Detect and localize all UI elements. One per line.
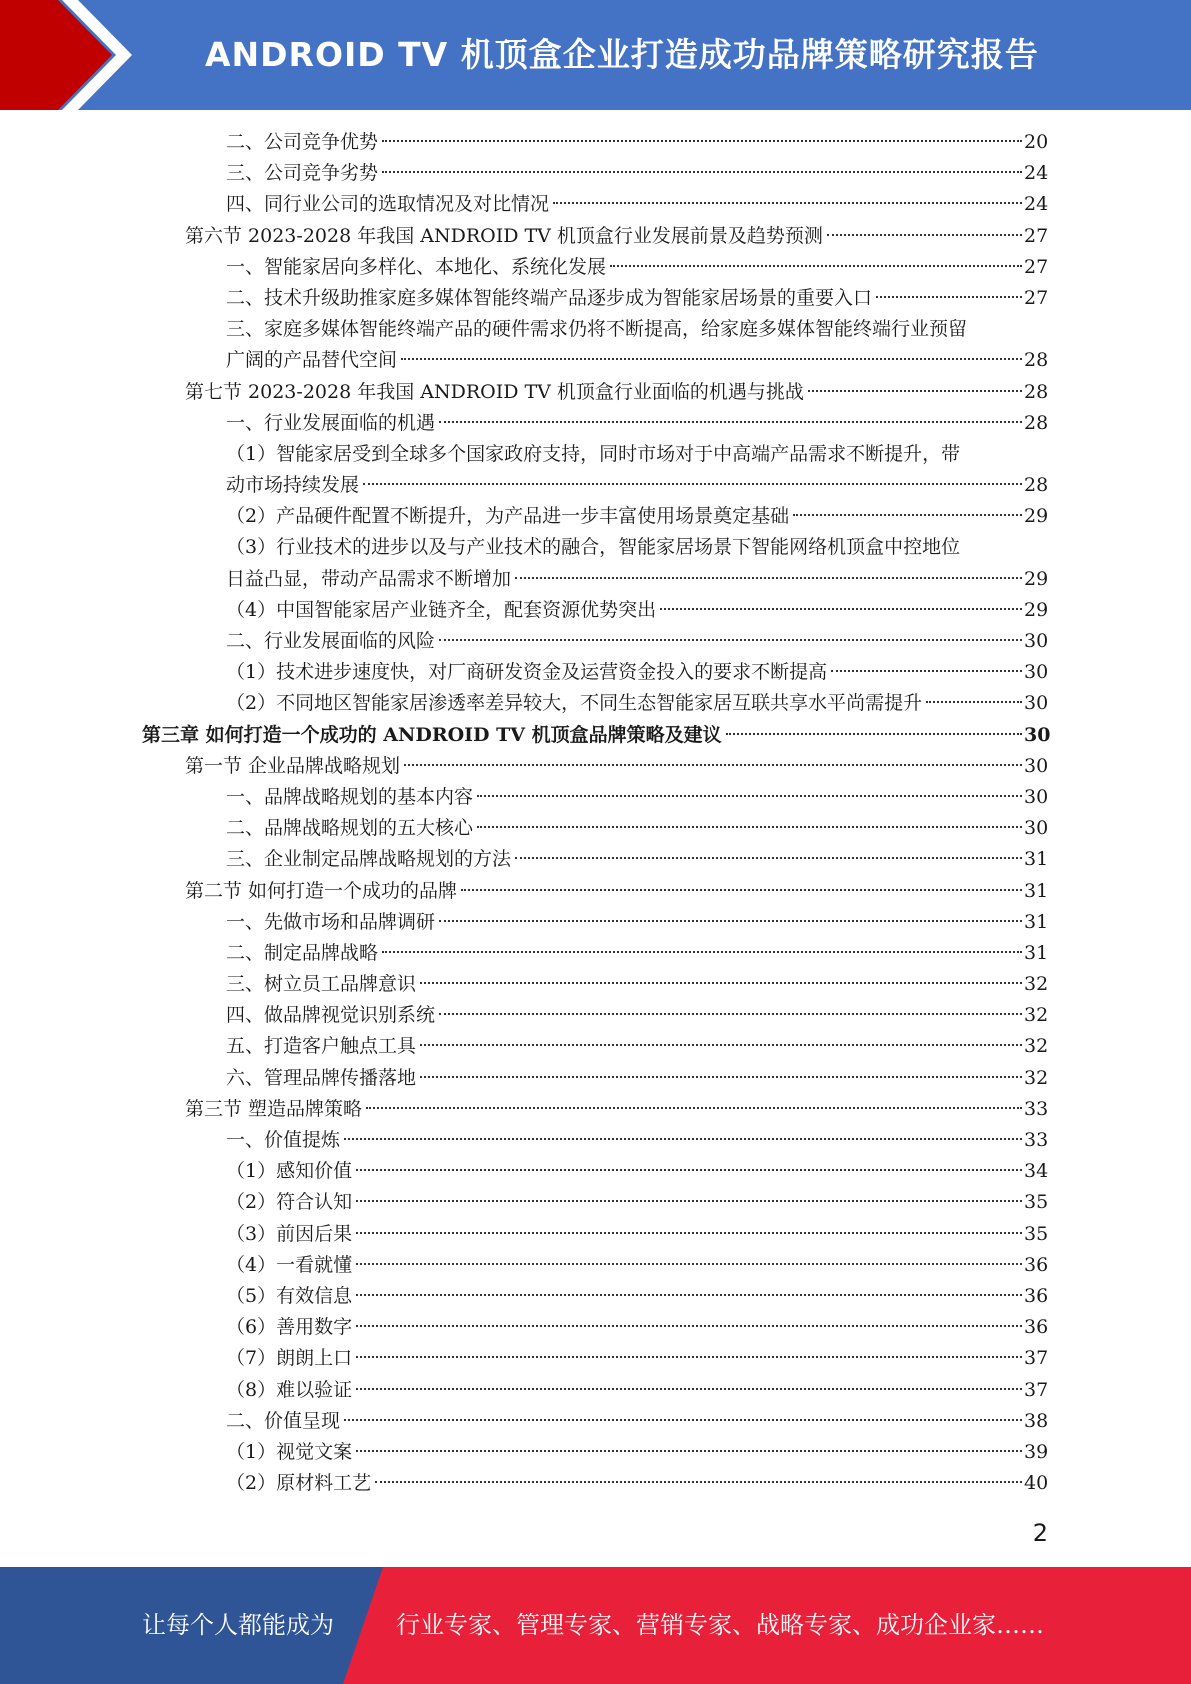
toc-entry[interactable] bbox=[0, 283, 1191, 314]
toc-dot-leader bbox=[477, 826, 1022, 828]
toc-dot-leader bbox=[363, 483, 1022, 485]
toc-entry-text: 二、行业发展面临的风险 bbox=[226, 630, 436, 652]
toc-entry-text: 二、品牌战略规划的五大核心 bbox=[226, 817, 474, 840]
toc-page-number: 27 bbox=[1024, 286, 1049, 309]
toc-page-number: 28 bbox=[1024, 474, 1049, 497]
toc-page-number: 34 bbox=[1024, 1160, 1049, 1183]
toc-page-number: 30 bbox=[1024, 723, 1051, 746]
toc-page-number: 36 bbox=[1024, 1284, 1049, 1307]
toc-page-number: 29 bbox=[1024, 505, 1049, 528]
toc-entry-continuation[interactable] bbox=[0, 345, 1191, 376]
toc-dot-leader bbox=[356, 1294, 1022, 1296]
toc-dot-leader bbox=[356, 1263, 1022, 1265]
toc-entry-text: 二、公司竞争优势 bbox=[226, 131, 379, 153]
toc-entry-text: （2）产品硬件配置不断提升，为产品进一步丰富使用场景奠定基础 bbox=[226, 505, 790, 528]
toc-page-number: 35 bbox=[1024, 1222, 1049, 1245]
toc-page-number: 24 bbox=[1024, 162, 1049, 185]
footer-slogan-right: 行业专家、管理专家、营销专家、战略专家、成功企业家…… bbox=[396, 1611, 1044, 1639]
toc-entry-text: 广阔的产品替代空间 bbox=[226, 349, 398, 372]
toc-page-number: 30 bbox=[1024, 692, 1049, 715]
toc-page-number: 29 bbox=[1024, 567, 1049, 590]
toc-entry-text: 五、打造客户触点工具 bbox=[226, 1035, 417, 1058]
toc-page-number: 32 bbox=[1024, 1004, 1049, 1027]
toc-entry-text: 第三节 塑造品牌策略 bbox=[185, 1097, 363, 1120]
toc-entry-text: 日益凸显，带动产品需求不断增加 bbox=[226, 567, 512, 590]
toc-page-number: 28 bbox=[1024, 411, 1049, 434]
toc-entry-text: （2）原材料工艺 bbox=[226, 1472, 372, 1495]
toc-entry[interactable] bbox=[0, 876, 1191, 907]
toc-page-number: 31 bbox=[1024, 848, 1049, 871]
toc-page-number: 28 bbox=[1024, 349, 1049, 372]
toc-dot-leader bbox=[477, 795, 1022, 797]
toc-dot-leader bbox=[808, 390, 1022, 392]
toc-entry[interactable] bbox=[0, 969, 1191, 1000]
toc-dot-leader bbox=[420, 1044, 1022, 1046]
toc-entry[interactable] bbox=[0, 626, 1191, 657]
toc-entry-text: 第七节 2023-2028 年我国 ANDROID TV 机顶盒行业面临的机遇与挑战 bbox=[185, 380, 804, 403]
page-number: 2 bbox=[1032, 1519, 1048, 1547]
toc-entry[interactable] bbox=[0, 844, 1191, 875]
page-footer bbox=[0, 1567, 1191, 1684]
toc-page-number: 30 bbox=[1024, 661, 1049, 684]
toc-entry[interactable] bbox=[0, 751, 1191, 782]
toc-entry-text: （7）朗朗上口 bbox=[226, 1347, 353, 1370]
toc-entry[interactable] bbox=[0, 1312, 1191, 1343]
toc-entry-text: 四、做品牌视觉识别系统 bbox=[226, 1004, 436, 1027]
toc-entry[interactable] bbox=[0, 1437, 1191, 1468]
toc-dot-leader bbox=[404, 764, 1022, 766]
toc-page-number: 29 bbox=[1024, 598, 1049, 621]
toc-entry[interactable] bbox=[0, 221, 1191, 252]
footer-slogan-left: 让每个人都能成为 bbox=[142, 1611, 334, 1639]
toc-page-number: 37 bbox=[1024, 1347, 1049, 1370]
toc-dot-leader bbox=[660, 608, 1022, 610]
toc-entry[interactable] bbox=[0, 1187, 1191, 1218]
toc-dot-leader bbox=[610, 265, 1022, 267]
toc-page-number: 32 bbox=[1024, 973, 1049, 996]
toc-entry-text: （1）智能家居受到全球多个国家政府支持，同时市场对于中高端产品需求不断提升，带 bbox=[226, 442, 961, 465]
toc-dot-leader bbox=[356, 1200, 1022, 1202]
toc-entry[interactable] bbox=[0, 1375, 1191, 1406]
toc-entry[interactable] bbox=[0, 1063, 1191, 1094]
toc-entry-text: 一、先做市场和品牌调研 bbox=[226, 910, 436, 933]
toc-entry-text: 第二节 如何打造一个成功的品牌 bbox=[185, 879, 458, 902]
toc-entry[interactable] bbox=[0, 408, 1191, 439]
toc-dot-leader bbox=[553, 202, 1022, 204]
toc-entry-text: 三、树立员工品牌意识 bbox=[226, 973, 417, 996]
toc-dot-leader bbox=[366, 1107, 1022, 1109]
toc-entry-text: （2）不同地区智能家居渗透率差异较大，不同生态智能家居互联共享水平尚需提升 bbox=[226, 692, 923, 715]
toc-entry[interactable] bbox=[0, 1406, 1191, 1437]
toc-page-number: 24 bbox=[1024, 193, 1049, 216]
toc-entry-text: （1）技术进步速度快，对厂商研发资金及运营资金投入的要求不断提高 bbox=[226, 661, 828, 684]
toc-dot-leader bbox=[382, 171, 1022, 173]
toc-entry-text: （5）有效信息 bbox=[226, 1284, 353, 1307]
toc-entry[interactable] bbox=[0, 657, 1191, 688]
toc-dot-leader bbox=[356, 1232, 1022, 1234]
toc-entry-text: 三、公司竞争劣势 bbox=[226, 162, 379, 185]
toc-entry[interactable] bbox=[0, 782, 1191, 813]
toc-dot-leader bbox=[831, 670, 1022, 672]
toc-entry[interactable] bbox=[0, 252, 1191, 283]
toc-dot-leader bbox=[356, 1388, 1022, 1390]
toc-page-number: 33 bbox=[1024, 1129, 1049, 1151]
toc-entry-text: 六、管理品牌传播落地 bbox=[226, 1066, 417, 1089]
toc-entry[interactable] bbox=[0, 907, 1191, 938]
toc-entry-text: 二、价值呈现 bbox=[226, 1409, 341, 1432]
toc-entry[interactable] bbox=[0, 1094, 1191, 1125]
page-header bbox=[0, 0, 1191, 110]
toc-dot-leader bbox=[439, 639, 1022, 641]
toc-entry-continuation[interactable] bbox=[0, 470, 1191, 501]
toc-page-number: 35 bbox=[1024, 1191, 1049, 1214]
toc-page-number: 27 bbox=[1024, 255, 1049, 278]
header-arrow-decoration bbox=[0, 0, 160, 110]
toc-entry-text: 三、家庭多媒体智能终端产品的硬件需求仍将不断提高，给家庭多媒体智能终端行业预留 bbox=[226, 318, 968, 341]
toc-page-number: 20 bbox=[1024, 131, 1049, 153]
toc-entry-text: 一、智能家居向多样化、本地化、系统化发展 bbox=[226, 255, 607, 278]
toc-dot-leader bbox=[439, 920, 1022, 922]
toc-entry[interactable] bbox=[0, 1343, 1191, 1374]
toc-entry[interactable] bbox=[0, 688, 1191, 719]
toc-page-number: 36 bbox=[1024, 1316, 1049, 1339]
toc-entry[interactable] bbox=[0, 377, 1191, 408]
toc-dot-leader bbox=[515, 857, 1022, 859]
toc-entry[interactable] bbox=[0, 158, 1191, 189]
table-of-contents bbox=[0, 127, 1191, 1499]
toc-entry[interactable] bbox=[0, 595, 1191, 626]
toc-entry[interactable] bbox=[0, 1281, 1191, 1312]
toc-dot-leader bbox=[356, 1169, 1022, 1171]
toc-page-number: 30 bbox=[1024, 630, 1049, 652]
toc-entry[interactable] bbox=[0, 532, 1191, 563]
toc-dot-leader bbox=[726, 733, 1022, 735]
toc-entry-text: （4）中国智能家居产业链齐全，配套资源优势突出 bbox=[226, 598, 657, 621]
toc-dot-leader bbox=[515, 577, 1022, 579]
report-title: ANDROID TV 机顶盒企业打造成功品牌策略研究报告 bbox=[205, 35, 1039, 74]
toc-dot-leader bbox=[356, 1356, 1022, 1358]
toc-dot-leader bbox=[420, 1076, 1022, 1078]
toc-dot-leader bbox=[356, 1325, 1022, 1327]
toc-entry-text: 四、同行业公司的选取情况及对比情况 bbox=[226, 193, 550, 216]
toc-page-number: 28 bbox=[1024, 380, 1049, 403]
toc-dot-leader bbox=[344, 1138, 1022, 1140]
toc-entry-text: 第六节 2023-2028 年我国 ANDROID TV 机顶盒行业发展前景及趋势预测 bbox=[185, 224, 823, 247]
toc-entry[interactable] bbox=[0, 127, 1191, 158]
toc-entry-text: （8）难以验证 bbox=[226, 1378, 353, 1401]
toc-page-number: 40 bbox=[1024, 1472, 1049, 1495]
toc-entry-text: 三、企业制定品牌战略规划的方法 bbox=[226, 848, 512, 871]
toc-page-number: 31 bbox=[1024, 910, 1049, 933]
toc-entry-text: 一、行业发展面临的机遇 bbox=[226, 411, 436, 434]
toc-page-number: 32 bbox=[1024, 1035, 1049, 1058]
toc-dot-leader bbox=[382, 140, 1022, 142]
toc-entry-text: 一、品牌战略规划的基本内容 bbox=[226, 785, 474, 808]
toc-page-number: 37 bbox=[1024, 1378, 1049, 1401]
toc-page-number: 27 bbox=[1024, 224, 1049, 247]
toc-page-number: 38 bbox=[1024, 1409, 1049, 1432]
toc-entry[interactable] bbox=[0, 314, 1191, 345]
toc-entry[interactable] bbox=[0, 501, 1191, 532]
toc-entry[interactable] bbox=[0, 439, 1191, 470]
toc-dot-leader bbox=[439, 421, 1022, 423]
toc-entry-text: 一、价值提炼 bbox=[226, 1129, 341, 1151]
toc-entry-text: （4）一看就懂 bbox=[226, 1253, 353, 1276]
toc-entry-text: 二、技术升级助推家庭多媒体智能终端产品逐步成为智能家居场景的重要入口 bbox=[226, 286, 873, 309]
toc-entry[interactable] bbox=[0, 189, 1191, 220]
toc-dot-leader bbox=[420, 982, 1022, 984]
toc-entry-text: （6）善用数字 bbox=[226, 1316, 353, 1339]
toc-entry[interactable] bbox=[0, 1219, 1191, 1250]
toc-entry-text: 第三章 如何打造一个成功的 ANDROID TV 机顶盒品牌策略及建议 bbox=[142, 723, 722, 746]
toc-entry[interactable] bbox=[0, 1125, 1191, 1156]
toc-entry-text: （1）视觉文案 bbox=[226, 1440, 353, 1463]
toc-entry-continuation[interactable] bbox=[0, 564, 1191, 595]
toc-dot-leader bbox=[926, 701, 1022, 703]
toc-page-number: 33 bbox=[1024, 1097, 1049, 1120]
toc-page-number: 36 bbox=[1024, 1253, 1049, 1276]
toc-page-number: 39 bbox=[1024, 1440, 1049, 1463]
toc-entry[interactable] bbox=[0, 1031, 1191, 1062]
toc-dot-leader bbox=[382, 951, 1022, 953]
toc-chapter-entry[interactable] bbox=[0, 720, 1191, 751]
toc-entry-text: （2）符合认知 bbox=[226, 1191, 353, 1214]
toc-page-number: 30 bbox=[1024, 817, 1049, 840]
toc-dot-leader bbox=[344, 1419, 1022, 1421]
toc-page-number: 30 bbox=[1024, 754, 1049, 777]
toc-dot-leader bbox=[461, 889, 1022, 891]
toc-entry[interactable] bbox=[0, 1468, 1191, 1499]
toc-entry[interactable] bbox=[0, 1156, 1191, 1187]
toc-entry-text: 动市场持续发展 bbox=[226, 474, 360, 497]
toc-dot-leader bbox=[827, 234, 1022, 236]
toc-entry-text: （3）前因后果 bbox=[226, 1222, 353, 1245]
toc-entry-text: 二、制定品牌战略 bbox=[226, 941, 379, 964]
toc-page-number: 31 bbox=[1024, 941, 1049, 964]
toc-entry[interactable] bbox=[0, 938, 1191, 969]
toc-dot-leader bbox=[356, 1450, 1022, 1452]
toc-page-number: 30 bbox=[1024, 785, 1049, 808]
toc-dot-leader bbox=[439, 1013, 1022, 1015]
toc-dot-leader bbox=[876, 296, 1022, 298]
toc-entry-text: （1）感知价值 bbox=[226, 1160, 353, 1183]
toc-entry[interactable] bbox=[0, 813, 1191, 844]
toc-dot-leader bbox=[375, 1481, 1022, 1483]
toc-page-number: 31 bbox=[1024, 879, 1049, 902]
toc-dot-leader bbox=[401, 358, 1022, 360]
toc-entry-text: （3）行业技术的进步以及与产业技术的融合，智能家居场景下智能网络机顶盒中控地位 bbox=[226, 536, 961, 559]
toc-page-number: 32 bbox=[1024, 1066, 1049, 1089]
toc-dot-leader bbox=[793, 514, 1022, 516]
toc-entry-text: 第一节 企业品牌战略规划 bbox=[185, 754, 401, 777]
toc-entry[interactable] bbox=[0, 1000, 1191, 1031]
toc-entry[interactable] bbox=[0, 1250, 1191, 1281]
